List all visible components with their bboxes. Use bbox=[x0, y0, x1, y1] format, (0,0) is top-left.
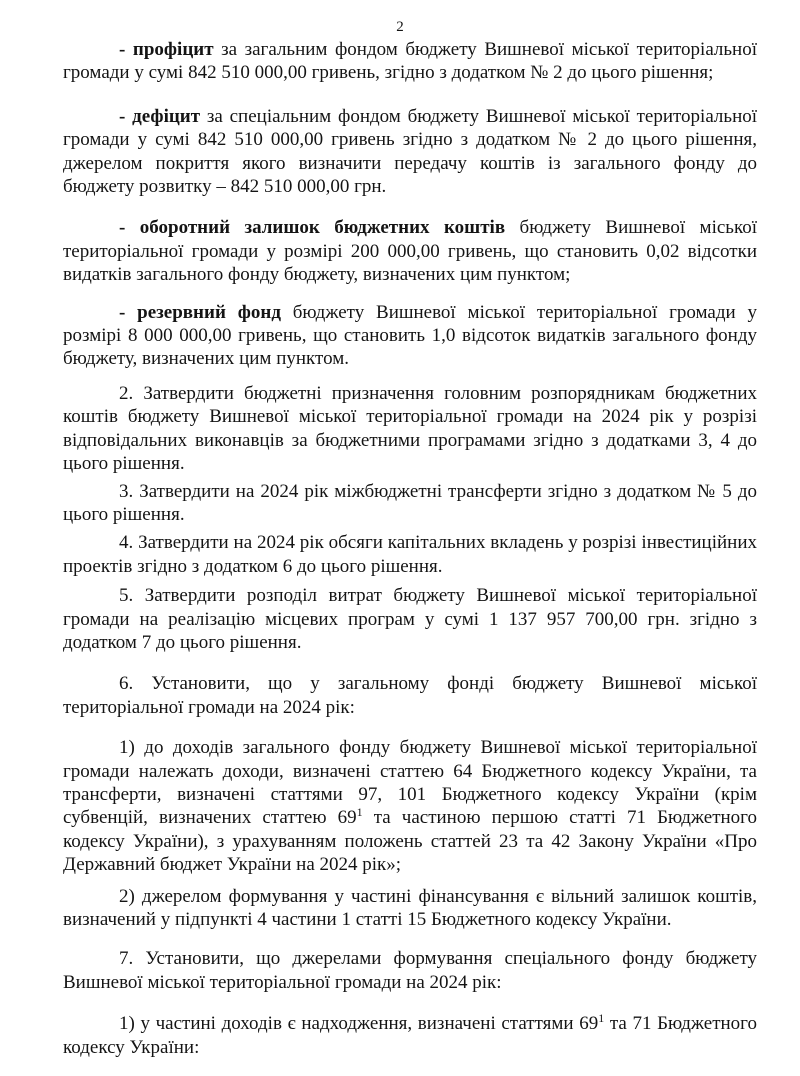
deficit-text: за спеціальним фондом бюджету Вишневої міської територіальної громади у сумі 842 510 000,00 гривень згідно з додатком № 2 до цього рішення, джерелом покриття якого визначити передачу коштів із загального фонду до бюджету розвитку – 842 510 000,00 грн. bbox=[63, 105, 758, 198]
item-3-paragraph: 3. Затвердити на 2024 рік міжбюджетні трансферти згідно з додатком № 5 до цього рішення. bbox=[63, 480, 757, 525]
item-7-1-text-b: та 71 Бюджетного кодексу України: bbox=[63, 1013, 757, 1058]
item-6-1-superscript: 1 bbox=[356, 805, 363, 820]
working-balance-dash: - bbox=[119, 217, 140, 239]
item-2-paragraph: 2. Затвердити бюджетні призначення головним розпорядникам бюджетних коштів бюджету Вишневої міської територіальної громади на 2024 рік у розрізі відповідальних виконавців за бюджетними програмами згідно з додатками 3, 4 до цього рішення. bbox=[63, 382, 757, 475]
reserve-fund-dash: - bbox=[119, 301, 138, 323]
item-7-paragraph: 7. Установити, що джерелами формування спеціального фонду бюджету Вишневої міської територіальної громади на 2024 рік: bbox=[63, 948, 757, 993]
deficit-term: дефіцит bbox=[132, 105, 201, 127]
item-6-1-text-a: 1) до доходів загального фонду бюджету Вишневої міської територіальної громади належать доходи, визначені статтею 64 Бюджетного кодексу України, та трансферти, визначені статтями 97, 101 Бюджетного кодексу України (крім субвенцій, визначених статтею 69 bbox=[63, 737, 757, 829]
working-balance-term: оборотний залишок бюджетних коштів bbox=[139, 217, 506, 239]
item-7-1-paragraph bbox=[63, 1012, 757, 1059]
working-balance-text: бюджету Вишневої міської територіальної громади у розмірі 200 000,00 гривень, що становить 0,02 відсотки видатків загального фонду бюджету, визначених цим пунктом; bbox=[63, 217, 757, 286]
document-body bbox=[63, 38, 757, 1059]
item-5-paragraph: 5. Затвердити розподіл витрат бюджету Вишневої міської територіальної громади на реалізацію місцевих програм у сумі 1 137 957 700,00 грн. згідно з додатком 7 до цього рішення. bbox=[63, 585, 757, 653]
item-7-1-superscript: 1 bbox=[598, 1011, 605, 1026]
surplus-dash: - bbox=[119, 39, 133, 60]
item-4-paragraph: 4. Затвердити на 2024 рік обсяги капітальних вкладень у розрізі інвестиційних проектів згідно з додатком 6 до цього рішення. bbox=[63, 532, 757, 577]
item-6-paragraph: 6. Установити, що у загальному фонді бюджету Вишневої міської територіальної громади на 2024 рік: bbox=[63, 673, 757, 718]
page-number: 2 bbox=[396, 19, 404, 35]
surplus-term: профіцит bbox=[132, 39, 214, 60]
reserve-fund-text: бюджету Вишневої міської територіальної громади у розмірі 8 000 000,00 гривень, що становить 1,0 відсоток видатків загального фонду бюджету, визначених цим пунктом. bbox=[63, 301, 757, 370]
surplus-text: за загальним фондом бюджету Вишневої міської територіальної громади у сумі 842 510 000,00 гривень, згідно з додатком № 2 до цього рішення; bbox=[63, 39, 758, 84]
working-balance-paragraph bbox=[63, 216, 757, 286]
item-6-2-paragraph: 2) джерелом формування у частині фінансування є вільний залишок коштів, визначений у підпункті 4 частини 1 статті 15 Бюджетного кодексу України. bbox=[63, 885, 757, 930]
deficit-dash: - bbox=[119, 105, 133, 127]
item-7-1-text-a: 1) у частині доходів є надходження, визначені статтями 69 bbox=[119, 1013, 599, 1035]
deficit-paragraph bbox=[63, 105, 757, 199]
surplus-paragraph bbox=[63, 38, 757, 85]
reserve-fund-paragraph bbox=[63, 301, 757, 371]
item-6-1-text-b: та частиною першою статті 71 Бюджетного кодексу України), з урахуванням положень статтей 23 та 42 Закону України «Про Державний бюджет України на 2024 рік»; bbox=[63, 807, 757, 876]
reserve-fund-term: резервний фонд bbox=[137, 301, 281, 323]
item-6-1-paragraph bbox=[63, 736, 757, 876]
